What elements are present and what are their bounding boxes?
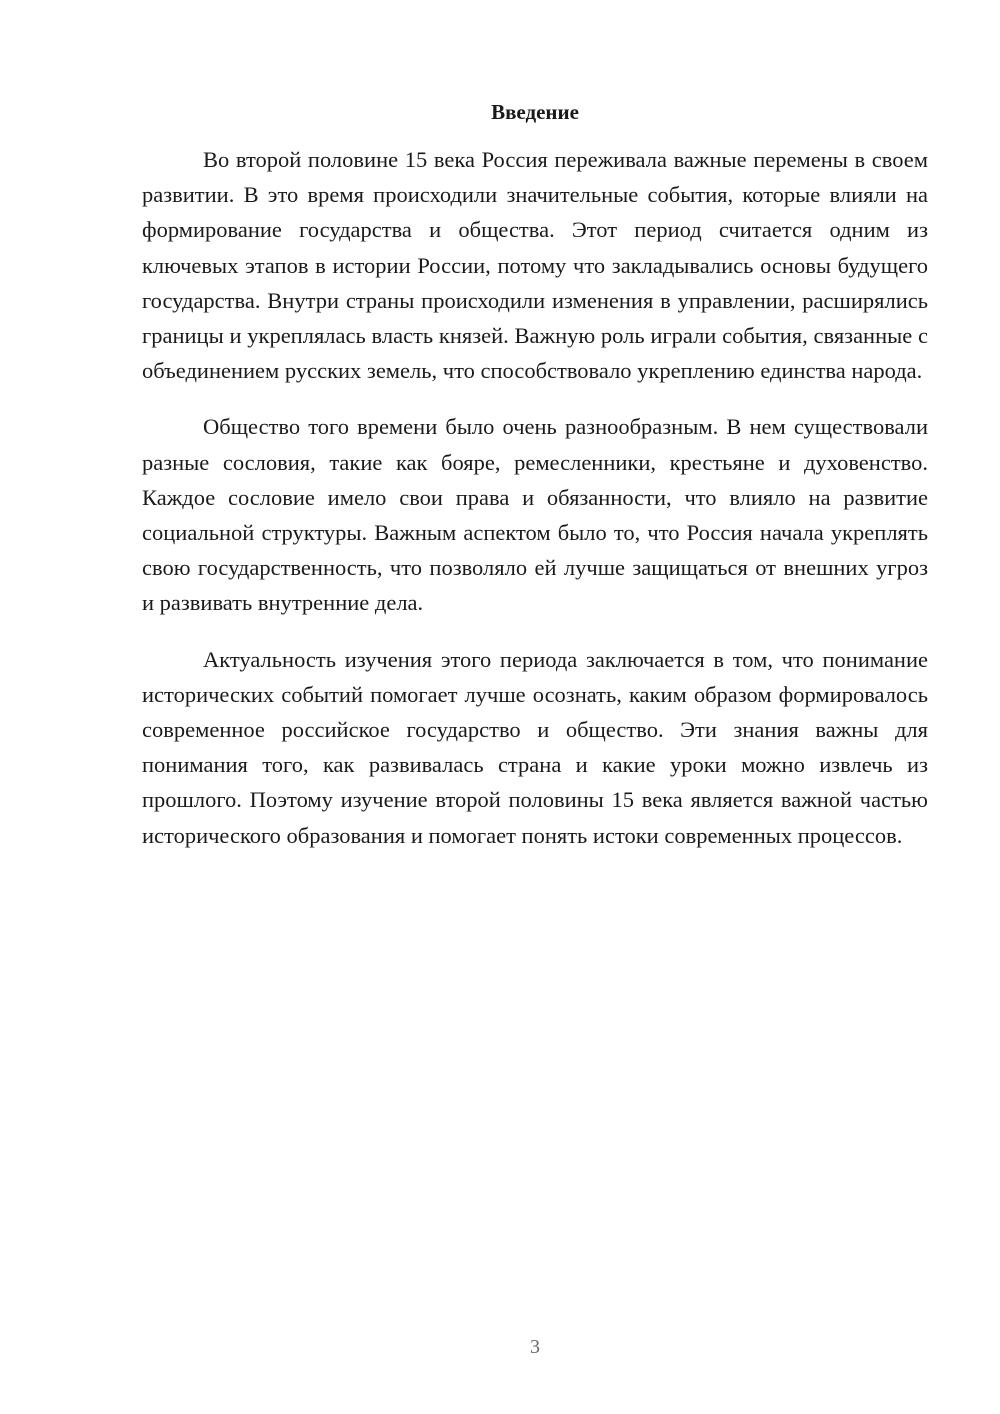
- body-text: [142, 142, 928, 874]
- page-number: 3: [530, 1336, 540, 1358]
- section-title: Введение: [491, 100, 579, 124]
- paragraph-2: Общество того времени было очень разнообразным. В нем существовали разные сословия, такие как бояре, ремесленники, крестьяне и духовенство. Каждое сословие имело свои права и обязанности, что влияло на развитие социальной структуры. Важным аспектом было то, что Россия начала укреплять свою государственность, что позволяло ей лучше защищаться от внешних угроз и развивать внутренние дела.: [142, 414, 928, 616]
- paragraph-3: Актуальность изучения этого периода заключается в том, что понимание исторических событий помогает лучше осознать, каким образом формировалось современное российское государство и общество. Эти знания важны для понимания того, как развивалась страна и какие уроки можно извлечь из прошлого. Поэтому изучение второй половины 15 века является важной частью исторического образования и помогает понять истоки современных процессов.: [142, 646, 928, 848]
- paragraph-1: Во второй половине 15 века Россия переживала важные перемены в своем развитии. В это время происходили значительные события, которые влияли на формирование государства и общества. Этот период считается одним из ключевых этапов в истории России, потому что закладывались основы будущего государства. Внутри страны происходили изменения в управлении, расширялись границы и укреплялась власть князей. Важную роль играли события, связанные с объединением русских земель, что способствовало укреплению единства народа.: [142, 147, 928, 384]
